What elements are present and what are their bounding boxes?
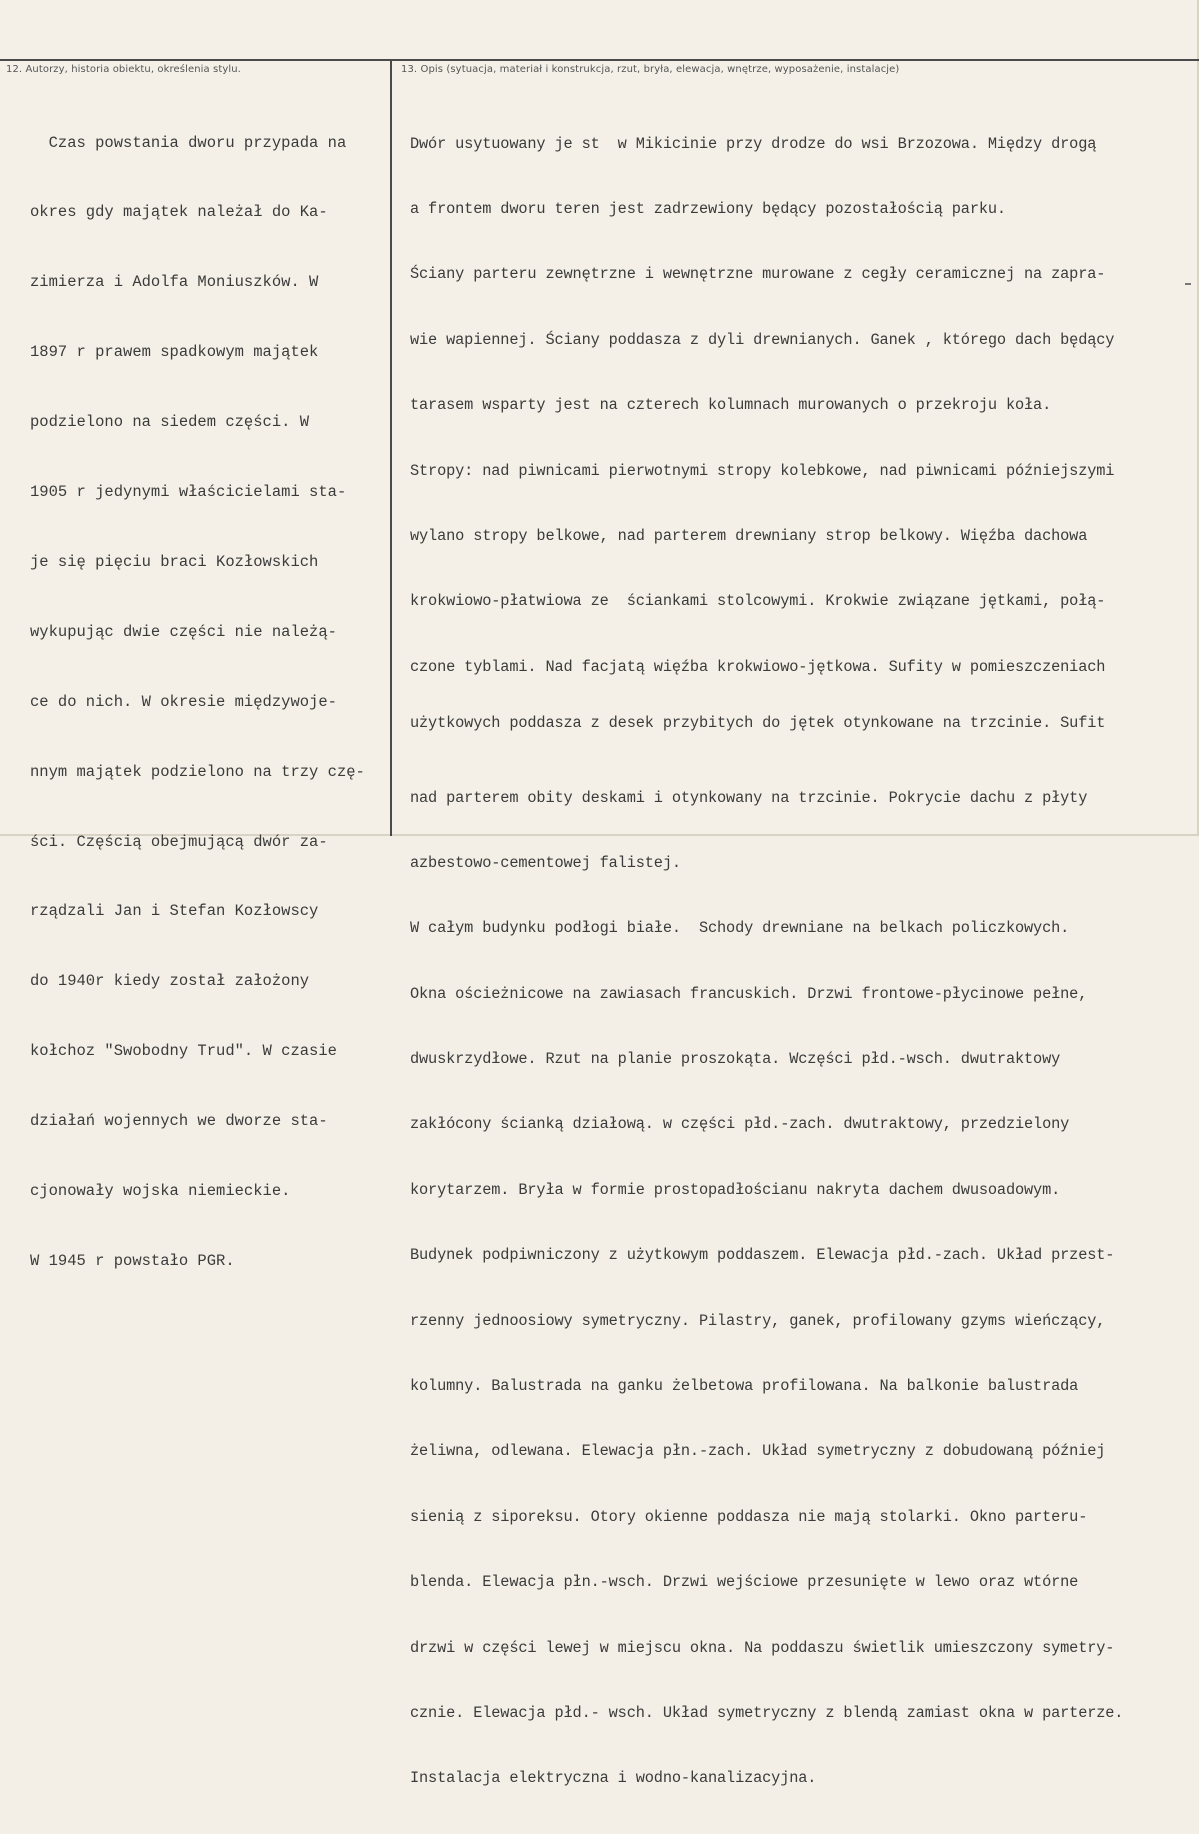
description-line: korytarzem. Bryła w formie prostopadłościanu nakryta dachem dwusoadowym. [410, 1180, 1061, 1199]
history-line: je się pięciu braci Kozłowskich [30, 552, 319, 571]
description-line: wylano stropy belkowe, nad parterem drewniany strop belkowy. Więźba dachowa [410, 526, 1088, 545]
description-line: Budynek podpiwniczony z użytkowym poddaszem. Elewacja płd.-zach. Układ przest- [410, 1246, 1115, 1265]
description-line: Ściany parteru zewnętrzne i wewnętrzne murowane z cegły ceramicznej na zapra- [410, 265, 1106, 284]
history-line: działań wojennych we dworze sta- [30, 1112, 328, 1131]
history-line: Czas powstania dworu przypada na [30, 133, 347, 152]
left-section-header: 12. Autorzy, historia obiektu, określenia stylu. [6, 64, 241, 75]
history-line: cjonowały wojska niemieckie. [30, 1181, 291, 1200]
history-line: zimierza i Adolfa Moniuszków. W [30, 273, 319, 292]
history-line: rządzali Jan i Stefan Kozłowscy [30, 902, 319, 921]
description-line: użytkowych poddasza z desek przybitych do jętek otynkowane na trzcinie. Sufit [410, 714, 1106, 733]
right-section-header: 13. Opis (sytuacja, materiał i konstrukcja, rzut, bryła, elewacja, wnętrze, wyposażenie, instalacje) [401, 64, 900, 75]
description-line: czone tyblami. Nad facjatą więźba krokwiowo-jętkowa. Sufity w pomieszczeniach [410, 657, 1106, 676]
top-rule [0, 59, 1199, 61]
description-line: a frontem dworu teren jest zadrzewiony będący pozostałością parku. [410, 199, 1006, 218]
history-text [30, 85, 365, 1320]
description-line: krokwiowo-płatwiowa ze ściankami stolcowymi. Krokwie związane jętkami, połą- [410, 592, 1106, 611]
description-line: sienią z siporeksu. Otory okienne poddasza nie mają stolarki. Okno parteru- [410, 1507, 1088, 1526]
description-line: W całym budynku podłogi białe. Schody drewniane na belkach policzkowych. [410, 919, 1070, 938]
history-line: ce do nich. W okresie międzywoje- [30, 692, 337, 711]
description-line: blenda. Elewacja płn.-wsch. Drzwi wejściowe przesunięte w lewo oraz wtórne [410, 1573, 1079, 1592]
history-line: 1897 r prawem spadkowym majątek [30, 343, 319, 362]
description-line: kolumny. Balustrada na ganku żelbetowa profilowana. Na balkonie balustrada [410, 1377, 1079, 1396]
description-line: dwuskrzydłowe. Rzut na planie proszokąta. Wczęści płd.-wsch. dwutraktowy [410, 1050, 1061, 1069]
description-line: Instalacja elektryczna i wodno-kanalizacyjna. [410, 1769, 817, 1788]
history-line: okres gdy majątek należał do Ka- [30, 203, 328, 222]
description-line: żeliwna, odlewana. Elewacja płn.-zach. Układ symetryczny z dobudowaną później [410, 1442, 1106, 1461]
history-line: W 1945 r powstało PGR. [30, 1251, 235, 1270]
description-line: tarasem wsparty jest na czterech kolumnach murowanych o przekroju koła. [410, 396, 1052, 415]
history-line: wykupując dwie części nie należą- [30, 622, 337, 641]
description-line: Okna ościeżnicowe na zawiasach francuskich. Drzwi frontowe-płycinowe pełne, [410, 984, 1088, 1003]
description-line: azbestowo-cementowej falistej. [410, 853, 681, 872]
description-line: cznie. Elewacja płd.- wsch. Układ symetryczny z blendą zamiast okna w parterze. [410, 1703, 1124, 1722]
edge-mark [1185, 283, 1191, 285]
history-line: nnym majątek podzielono na trzy czę- [30, 762, 365, 781]
description-line: nad parterem obity deskami i otynkowany na trzcinie. Pokrycie dachu z płyty [410, 788, 1088, 807]
history-line: 1905 r jedynymi właścicielami sta- [30, 483, 347, 502]
description-line: zakłócony ścianką działową. w części płd.-zach. dwutraktowy, przedzielony [410, 1115, 1070, 1134]
history-line: podzielono na siedem części. W [30, 413, 310, 432]
description-line: Dwór usytuowany je st w Mikicinie przy drodze do wsi Brzozowa. Między drogą [410, 134, 1097, 153]
description-line: rzenny jednoosiowy symetryczny. Pilastry, ganek, profilowany gzyms wieńczący, [410, 1311, 1106, 1330]
description-line: Stropy: nad piwnicami pierwotnymi stropy kolebkowe, nad piwnicami późniejszymi [410, 461, 1115, 480]
column-divider [390, 60, 392, 836]
description-line: drzwi w części lewej w miejscu okna. Na poddaszu świetlik umieszczony symetry- [410, 1638, 1115, 1657]
description-line: wie wapiennej. Ściany poddasza z dyli drewnianych. Ganek , którego dach będący [410, 330, 1115, 349]
description-text [410, 90, 1123, 1834]
history-line: do 1940r kiedy został założony [30, 972, 310, 991]
history-line: kołchoz "Swobodny Trud". W czasie [30, 1042, 337, 1061]
history-line: ści. Częścią obejmującą dwór za- [30, 832, 328, 851]
